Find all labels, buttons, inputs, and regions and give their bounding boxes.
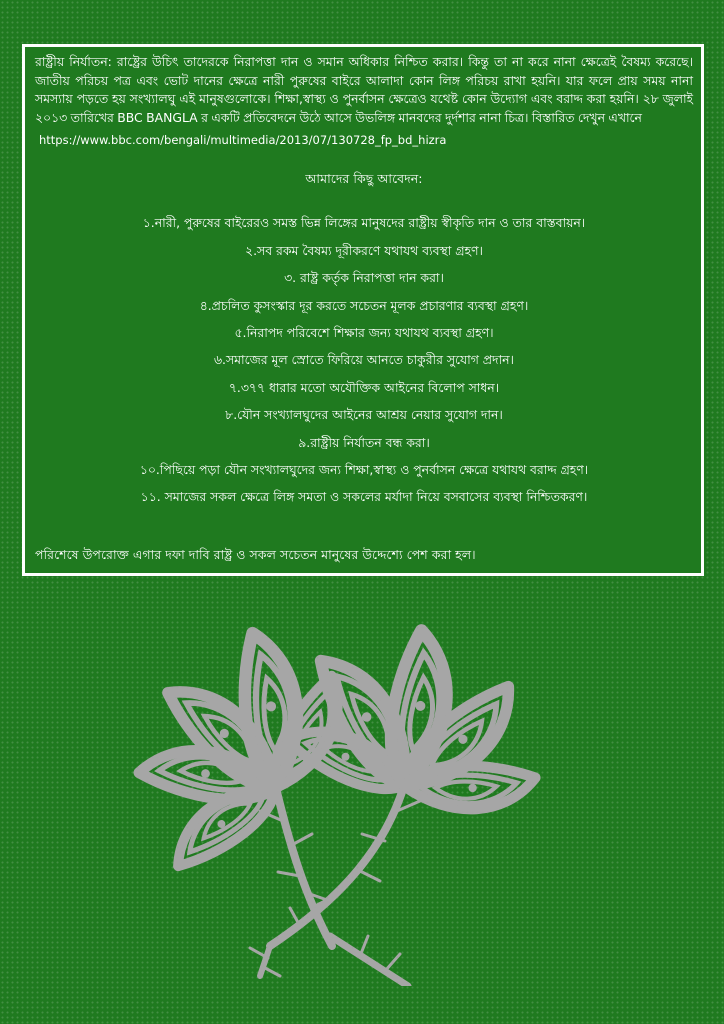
list-item: ২.সব রকম বৈষম্য দূরীকরণে যথাযথ ব্যবস্থা গ্রহণ। xyxy=(245,242,483,258)
list-item: ৩. রাষ্ট্র কর্তৃক নিরাপত্তা দান করা। xyxy=(284,270,444,286)
text-panel xyxy=(22,44,704,576)
list-item: ৬.সমাজের মূল স্রোতে ফিরিয়ে আনতে চাকুরীর সুযোগ প্রদান। xyxy=(214,352,514,368)
thorny-flower-illustration xyxy=(100,596,610,986)
list-item: ১.নারী, পুরুষের বাইরেরও সমস্ত ভিন্ন লিঙ্গের মানুষদের রাষ্ট্রীয় স্বীকৃতি দান ও তার বাস্তবায়ন। xyxy=(142,215,586,231)
source-link[interactable]: https://www.bbc.com/bengali/multimedia/2013/07/130728_fp_bd_hizra xyxy=(39,133,447,148)
intro-paragraph: রাষ্ট্রীয় নির্যাতন: রাষ্ট্রের উচিৎ তাদেরকে নিরাপত্তা দান ও সমান অধিকার নিশ্চিত করার। কিন্তু তা না করে নানা ক্ষেত্রেই বৈষম্য করেছে। জাতীয় পরিচয় পত্র এবং ভোট দানের ক্ষেত্রে নারী পুরুষের বাইরে আলাদা কোন লিঙ্গ পরিচয় রাখা হয়নি। যার ফলে প্রায় সময় নানা সমস্যায় পড়তে হয় সংখ্যালঘু এই মানুষগুলোকে। শিক্ষা,স্বাস্থ্য ও পুনর্বাসন ক্ষেত্রেও যথেষ্ট কোন উদ্যোগ এবং বরাদ্দ করা হয়নি। ২৮ জুলাই ২০১৩ তারিখের BBC BANGLA র একটি প্রতিবেদনে উঠে আসে উভলিঙ্গ মানবদের দুর্দশার নানা চিত্র। বিস্তারিত দেখুন এখানে xyxy=(35,54,693,125)
appeals-list xyxy=(35,209,693,510)
conclusion-paragraph: পরিশেষে উপরোক্ত এগার দফা দাবি রাষ্ট্র ও সকল সচেতন মানুষের উদ্দেশ্যে পেশ করা হল। xyxy=(35,546,476,562)
list-item: ৯.রাষ্ট্রীয় নির্যাতন বন্ধ করা। xyxy=(298,434,430,450)
list-item: ৫.নিরাপদ পরিবেশে শিক্ষার জন্য যথাযথ ব্যবস্থা গ্রহণ। xyxy=(234,325,494,340)
appeals-heading: আমাদের কিছু আবেদন: xyxy=(305,171,423,187)
list-item: ৮.যৌন সংখ্যালঘুদের আইনের আশ্রয় নেয়ার সুযোগ দান। xyxy=(225,407,503,423)
list-item: ৭.৩৭৭ ধারার মতো অযৌক্তিক আইনের বিলোপ সাধন। xyxy=(228,379,500,395)
stems xyxy=(250,786,420,986)
list-item: ১১. সমাজের সকল ক্ষেত্রে লিঙ্গ সমতা ও সকলের মর্যাদা নিয়ে বসবাসের ব্যবস্থা নিশ্চিতকরণ। xyxy=(140,489,588,505)
list-item: ১০.পিছিয়ে পড়া যৌন সংখ্যালঘুদের জন্য শিক্ষা,স্বাস্থ্য ও পুনর্বাসন ক্ষেত্রে যথাযথ বরাদ্দ গ্রহণ। xyxy=(139,462,589,478)
list-item: ৪.প্রচলিত কুসংস্কার দূর করতে সচেতন মূলক প্রচারণার ব্যবস্থা গ্রহণ। xyxy=(199,297,529,313)
